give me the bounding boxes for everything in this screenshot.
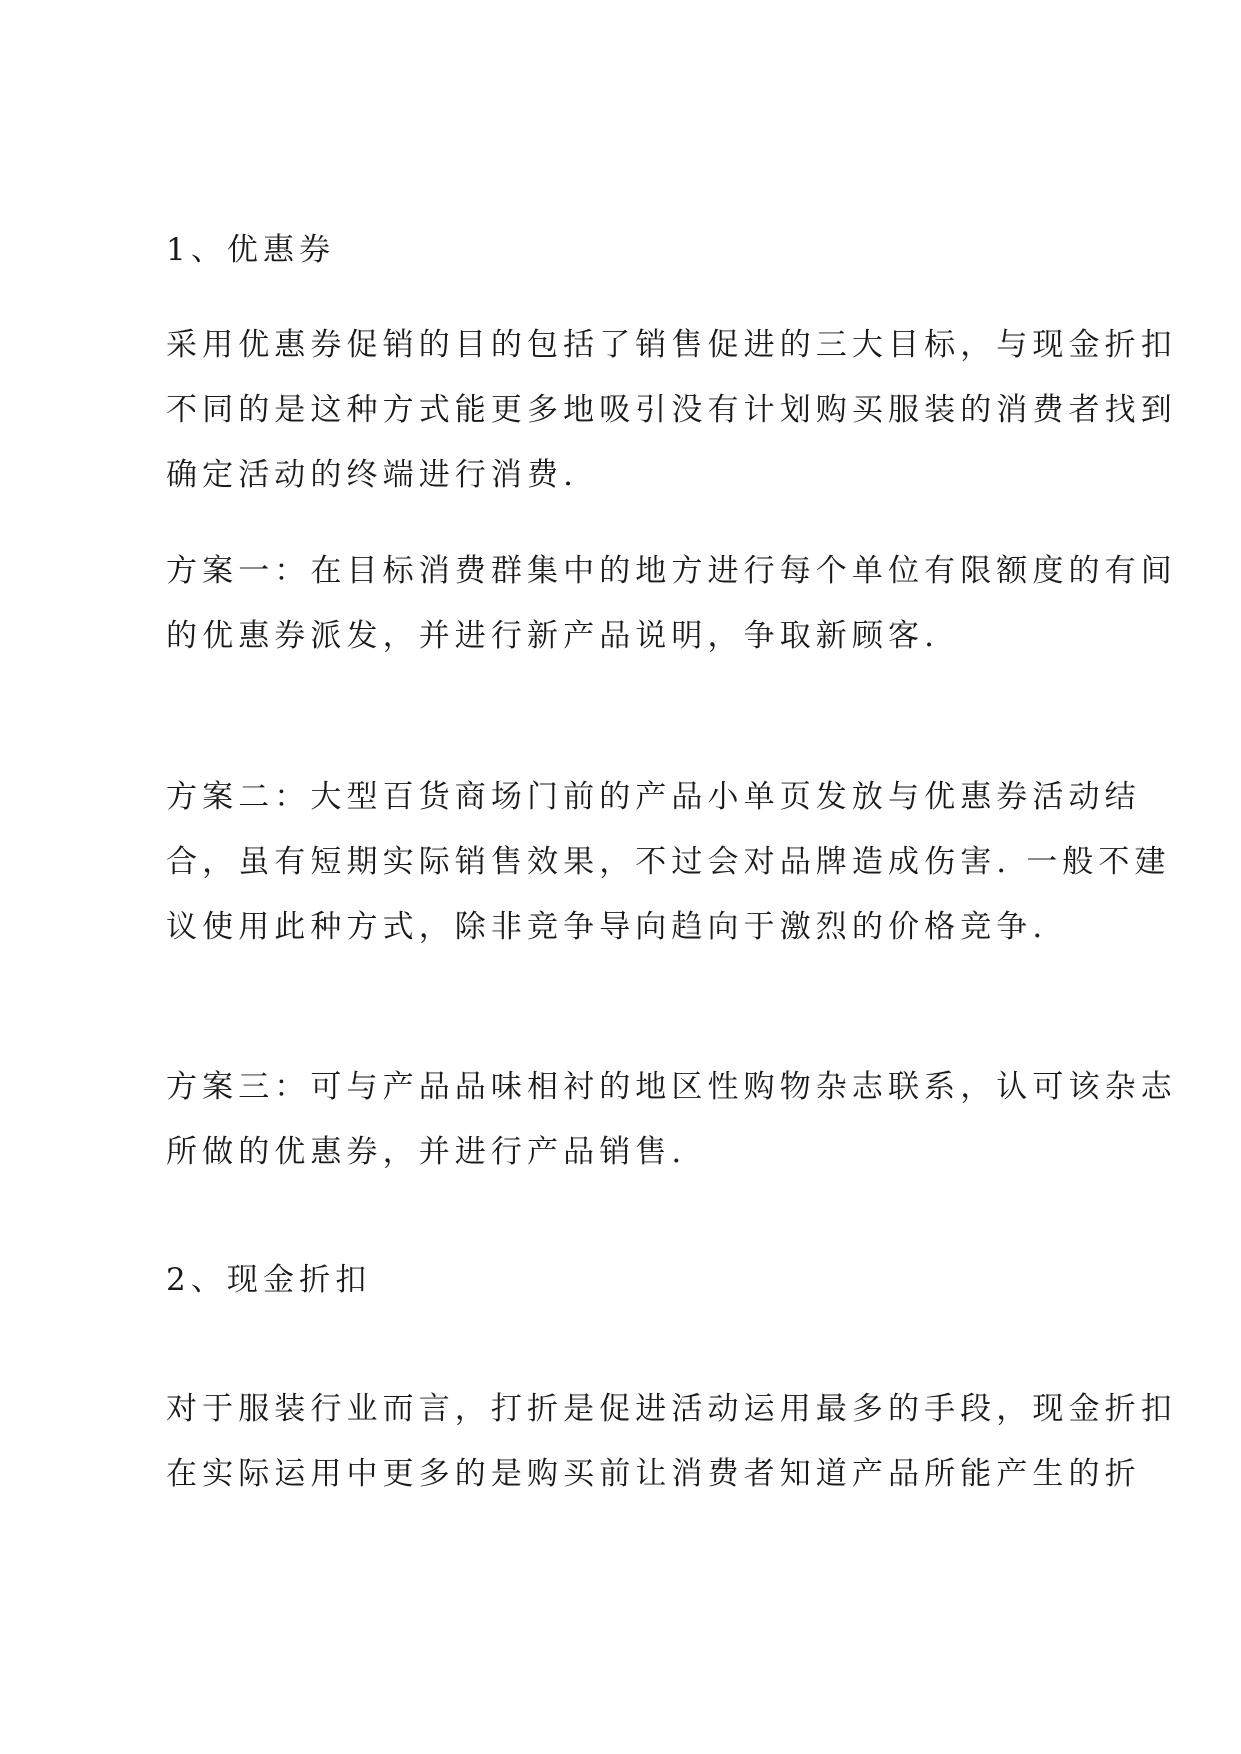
paragraph-line: 不同的是这种方式能更多地吸引没有计划购买服装的消费者找到 — [166, 392, 1177, 428]
heading-line: 2、现金折扣 — [166, 1262, 372, 1298]
paragraph-line: 方案一：在目标消费群集中的地方进行每个单位有限额度的有间 — [166, 553, 1177, 589]
section-heading-coupon — [166, 218, 1096, 283]
paragraph-plan-one — [166, 539, 1177, 669]
paragraph-line: 确定活动的终端进行消费. — [166, 457, 579, 493]
paragraph-line: 方案三：可与产品品味相衬的地区性购物杂志联系，认可该杂志 — [166, 1069, 1177, 1105]
paragraph-plan-three — [166, 1055, 1177, 1185]
paragraph-cash-discount — [166, 1377, 1177, 1507]
paragraph-plan-two — [166, 765, 1171, 960]
paragraph-line: 所做的优惠券，并进行产品销售. — [166, 1134, 687, 1170]
paragraph-line: 合，虽有短期实际销售效果，不过会对品牌造成伤害. 一般不建 — [166, 844, 1171, 880]
heading-line: 1、优惠券 — [166, 232, 336, 268]
paragraph-line: 的优惠券派发，并进行新产品说明，争取新顾客. — [166, 618, 940, 654]
paragraph-line: 在实际运用中更多的是购买前让消费者知道产品所能产生的折 — [166, 1456, 1141, 1492]
paragraph-line: 对于服装行业而言，打折是促进活动运用最多的手段，现金折扣 — [166, 1391, 1177, 1427]
paragraph-line: 方案二：大型百货商场门前的产品小单页发放与优惠券活动结 — [166, 779, 1141, 815]
paragraph-line: 议使用此种方式，除非竞争导向趋向于激烈的价格竞争. — [166, 909, 1048, 945]
paragraph-coupon-purpose — [166, 313, 1177, 508]
paragraph-line: 采用优惠券促销的目的包括了销售促进的三大目标，与现金折扣 — [166, 327, 1177, 363]
section-heading-cash-discount — [166, 1248, 1096, 1313]
